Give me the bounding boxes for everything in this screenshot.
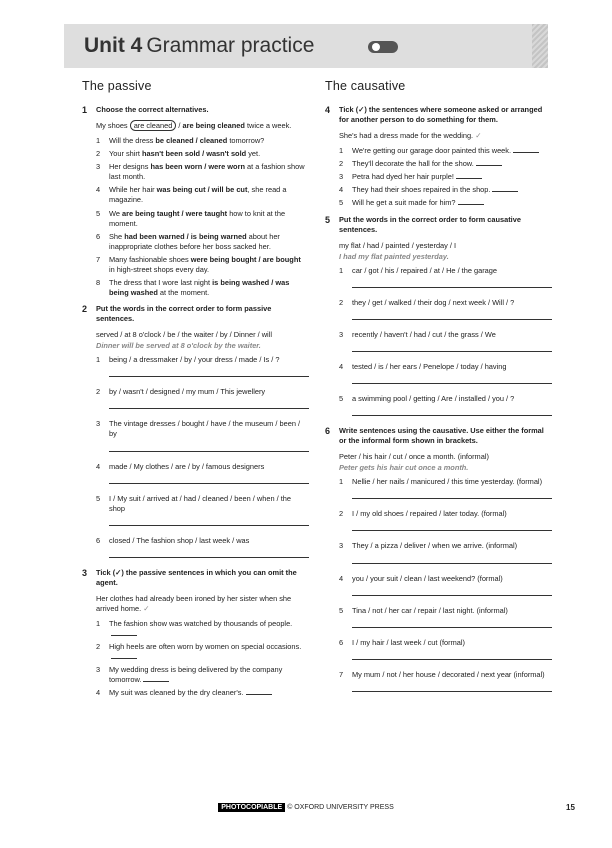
item-text: recently / haven't / had / cut / the grass / We — [352, 329, 496, 339]
item-text: about her inappropriate clothes before her boss sacked her. — [109, 231, 280, 251]
item-text: Petra had dyed her hair purple! — [352, 172, 454, 182]
page-title — [84, 34, 314, 58]
answer-line[interactable] — [352, 287, 552, 288]
item-number: 4 — [339, 361, 344, 371]
answer-line[interactable] — [352, 659, 552, 660]
item-text: Will the dress — [109, 136, 156, 146]
item-text: yet. — [246, 149, 261, 159]
answer-line[interactable] — [109, 557, 309, 558]
item-number: 1 — [96, 136, 101, 146]
exercise-number: 5 — [325, 214, 331, 225]
exercise-item — [96, 494, 307, 514]
publisher: © OXFORD UNIVERSITY PRESS — [287, 804, 394, 811]
item-text: Her designs — [109, 162, 151, 172]
item-number: 2 — [339, 509, 344, 519]
item-text: car / got / his / repaired / at / He / the garage — [352, 265, 498, 275]
exercise-instruction: Put the words in the correct order to form passive sentences. — [96, 304, 272, 324]
answer-line[interactable] — [352, 383, 552, 384]
answer-line[interactable] — [352, 530, 552, 531]
item-number: 3 — [339, 541, 344, 551]
item-text: a swimming pool / getting / Are / installed / you / ? — [352, 394, 515, 403]
exercise-item — [96, 355, 307, 365]
exercise-number: 2 — [82, 304, 88, 314]
item-number: 1 — [96, 619, 101, 628]
item-text: tested / is / her ears / Penelope / today / having — [352, 361, 507, 371]
exercise-items — [339, 266, 550, 416]
item-number: 7 — [96, 254, 101, 264]
exercise-instruction: Choose the correct alternatives. — [96, 105, 209, 114]
exercise-item — [96, 419, 307, 439]
exercise-item — [339, 606, 550, 616]
exercise-example: served / at 8 o'clock / be / the waiter / by / Dinner / will — [96, 330, 272, 340]
exercise-item — [339, 574, 550, 584]
choice-alternatives[interactable]: are being taught / were taught — [122, 208, 228, 218]
item-number: 5 — [96, 493, 101, 503]
answer-line[interactable] — [352, 595, 552, 596]
exercise-item — [339, 509, 550, 519]
exercise-item — [339, 198, 550, 208]
item-text: they / get / walked / their dog / next week / Will / ? — [352, 297, 515, 307]
exercise-item — [339, 266, 550, 276]
exercise-item — [339, 362, 550, 372]
answer-line[interactable] — [352, 319, 552, 320]
exercise-item — [339, 146, 550, 156]
item-number: 5 — [339, 394, 344, 403]
item-text: They had their shoes repaired in the shop. — [352, 185, 491, 195]
item-text: Many fashionable shoes — [109, 254, 191, 264]
tick-blank[interactable] — [458, 204, 484, 205]
example-answer: I had my flat painted yesterday. — [339, 251, 449, 261]
item-text: They'll decorate the hall for the show. — [352, 159, 474, 169]
exercise-item — [96, 665, 307, 685]
item-number: 6 — [96, 231, 101, 241]
exercise-item — [96, 149, 307, 159]
item-text: My suit was cleaned by the dry cleaner's. — [109, 688, 244, 698]
exercise-number: 4 — [325, 105, 331, 115]
item-number: 3 — [96, 419, 101, 429]
answer-line[interactable] — [352, 498, 552, 499]
answer-line[interactable] — [109, 408, 309, 409]
choice-alternatives[interactable]: was being cut / will be cut — [156, 185, 248, 195]
exercise-example: my flat / had / painted / yesterday / I — [339, 240, 457, 250]
item-text: being / a dressmaker / by / your dress / made / Is / ? — [109, 355, 280, 365]
exercise-instruction: Tick (✓) the sentences where someone asked or arranged for another person to do something for them. — [339, 105, 543, 125]
item-number: 4 — [339, 185, 344, 195]
item-number: 2 — [339, 159, 344, 169]
item-number: 3 — [96, 665, 101, 675]
item-number: 4 — [96, 461, 101, 471]
exercise-item — [339, 477, 550, 487]
exercise-item — [339, 638, 550, 648]
exercise-item — [96, 162, 307, 182]
exercise-item — [339, 670, 550, 680]
item-text: The dress that I wore last night — [109, 277, 213, 287]
tick-blank[interactable] — [111, 658, 137, 659]
exercise-item — [96, 619, 307, 639]
exercise-items — [96, 136, 307, 298]
exercise-3 — [82, 568, 307, 699]
exercise-item — [339, 159, 550, 169]
tick-blank[interactable] — [111, 635, 137, 636]
tick-blank[interactable] — [456, 178, 482, 179]
example-answer: Dinner will be served at 8 o'clock by the waiter. — [96, 341, 261, 351]
item-number: 1 — [339, 477, 344, 487]
tick-blank[interactable] — [492, 191, 518, 192]
cd-icon — [368, 41, 398, 53]
exercise-example: She's had a dress made for the wedding. ✓ — [339, 131, 482, 141]
item-text: We're getting our garage door painted this week. — [352, 146, 512, 156]
item-number: 4 — [96, 688, 101, 698]
tick-blank[interactable] — [143, 681, 169, 682]
answer-line[interactable] — [109, 451, 309, 452]
exercise-item — [96, 255, 307, 275]
unit-title: Grammar practice — [146, 34, 315, 57]
item-text: made / My clothes / are / by / famous designers — [109, 461, 265, 471]
tick-blank[interactable] — [476, 165, 502, 166]
page-number: 15 — [566, 803, 575, 812]
circled-answer: are cleaned — [130, 120, 177, 131]
exercise-item — [339, 541, 550, 551]
item-number: 2 — [96, 642, 101, 652]
item-number: 6 — [96, 535, 101, 545]
header-tab-decoration — [532, 24, 548, 68]
choice-alternatives[interactable]: had been warned / is being warned — [124, 231, 247, 241]
item-number: 4 — [339, 573, 344, 583]
exercise-5 — [325, 215, 550, 417]
exercise-items — [339, 146, 550, 208]
answer-line[interactable] — [352, 691, 552, 692]
item-text: how to knit at the moment. — [109, 208, 286, 228]
item-number: 3 — [339, 172, 344, 182]
exercise-item — [96, 688, 307, 698]
item-text: High heels are often worn by women on special occasions. — [109, 642, 302, 652]
exercise-4 — [325, 105, 550, 209]
item-text: by / wasn't / designed / my mum / This jewellery — [109, 387, 266, 397]
item-number: 2 — [339, 297, 344, 307]
exercise-2 — [82, 304, 307, 558]
tick-mark: ✓ — [143, 603, 150, 613]
left-column — [82, 78, 307, 704]
item-text: at the moment. — [157, 287, 210, 297]
item-number: 1 — [339, 265, 344, 275]
exercise-item — [96, 232, 307, 252]
answer-line[interactable] — [109, 376, 309, 377]
exercise-instruction: Tick (✓) the passive sentences in which you can omit the agent. — [96, 567, 297, 587]
exercise-item — [339, 298, 550, 308]
choice-alternatives[interactable]: be cleaned / cleaned — [155, 136, 228, 146]
item-text: My mum / not / her house / decorated / next year (informal) — [352, 669, 545, 679]
item-number: 6 — [339, 637, 344, 647]
item-text: you / your suit / clean / last weekend? (formal) — [352, 573, 503, 583]
item-text: I / my hair / last week / cut (formal) — [352, 637, 465, 647]
item-text: While her hair — [109, 185, 157, 195]
exercise-item — [339, 394, 550, 404]
exercise-example: Her clothes had already been ironed by her sister when she arrived home. ✓ — [96, 593, 292, 613]
item-number: 5 — [339, 198, 344, 208]
item-text: The fashion show was watched by thousands of people. — [109, 619, 293, 628]
exercise-items — [339, 477, 550, 691]
answer-line[interactable] — [352, 351, 552, 352]
item-text: tomorrow? — [227, 136, 265, 146]
tick-blank[interactable] — [513, 152, 539, 153]
item-number: 2 — [96, 149, 101, 159]
exercise-item — [96, 185, 307, 205]
choice-alternatives[interactable]: hasn't been sold / wasn't sold — [142, 149, 247, 159]
item-number: 1 — [339, 146, 344, 156]
exercise-1 — [82, 105, 307, 298]
item-text: She — [109, 231, 125, 241]
exercise-number: 1 — [82, 105, 88, 115]
item-number: 3 — [339, 329, 344, 339]
item-text: The vintage dresses / bought / have / the museum / been / by — [109, 419, 301, 439]
item-number: 7 — [339, 669, 344, 679]
choice-alternatives[interactable]: is being washed / was being washed — [109, 277, 290, 297]
exercise-item — [339, 330, 550, 340]
item-text: Tina / not / her car / repair / last night. (informal) — [352, 605, 508, 615]
item-number: 5 — [96, 208, 101, 218]
item-number: 5 — [339, 605, 344, 615]
item-text: closed / The fashion shop / last week / was — [109, 535, 250, 545]
exercise-item — [96, 278, 307, 298]
exercise-items — [96, 355, 307, 558]
unit-label: Unit 4 — [84, 34, 143, 57]
exercise-example: My shoes are cleaned / are being cleaned twice a week. — [96, 121, 292, 131]
item-text: They / a pizza / deliver / when we arrive. (informal) — [352, 541, 518, 551]
section-title-passive: The passive — [82, 79, 152, 93]
item-number: 2 — [96, 387, 101, 397]
item-text: Will he get a suit made for him? — [352, 198, 456, 208]
item-text: Your shirt — [109, 149, 143, 159]
item-number: 3 — [96, 162, 101, 172]
answer-line[interactable] — [352, 415, 552, 416]
item-text: Nellie / her nails / manicured / this time yesterday. (formal) — [352, 477, 543, 487]
exercise-item — [96, 387, 307, 397]
tick-mark: ✓ — [475, 131, 482, 141]
exercise-number: 3 — [82, 567, 88, 578]
right-column — [325, 78, 550, 702]
choice-alternatives[interactable]: were being bought / are bought — [190, 254, 301, 264]
exercise-item — [339, 185, 550, 195]
item-text: in high-street shops every day. — [109, 264, 210, 274]
choice-alternatives[interactable]: has been worn / were worn — [150, 162, 245, 172]
answer-line[interactable] — [109, 483, 309, 484]
exercise-6 — [325, 426, 550, 692]
example-answer: Peter gets his hair cut once a month. — [339, 463, 469, 473]
exercise-item — [96, 462, 307, 472]
item-number: 8 — [96, 277, 101, 287]
footer — [0, 804, 612, 811]
exercise-items — [96, 619, 307, 698]
exercise-instruction: Put the words in the correct order to form causative sentences. — [339, 214, 521, 234]
item-number: 1 — [96, 355, 101, 365]
exercise-item — [339, 172, 550, 182]
item-number: 4 — [96, 185, 101, 195]
item-text: We — [109, 208, 123, 218]
item-text: My wedding dress is being delivered by the company tomorrow. — [109, 665, 283, 685]
photocopiable-label: PHOTOCOPIABLE — [218, 803, 285, 812]
section-title-causative: The causative — [325, 79, 406, 93]
item-text: , she read a magazine. — [109, 185, 287, 205]
answer-line[interactable] — [352, 563, 552, 564]
exercise-item — [96, 136, 307, 146]
answer-line[interactable] — [109, 525, 309, 526]
exercise-instruction: Write sentences using the causative. Use either the formal or the informal form shown in brackets. — [339, 426, 544, 446]
exercise-item — [96, 209, 307, 229]
exercise-example: Peter / his hair / cut / once a month. (informal) — [339, 452, 489, 462]
item-text: I / my old shoes / repaired / later today. (formal) — [352, 509, 507, 519]
item-text: at a fashion show last month. — [109, 162, 305, 182]
exercise-number: 6 — [325, 426, 331, 437]
tick-blank[interactable] — [246, 694, 272, 695]
item-text: I / My suit / arrived at / had / cleaned / been / when / the shop — [109, 493, 291, 513]
answer-line[interactable] — [352, 627, 552, 628]
exercise-item — [96, 642, 307, 662]
exercise-item — [96, 536, 307, 546]
